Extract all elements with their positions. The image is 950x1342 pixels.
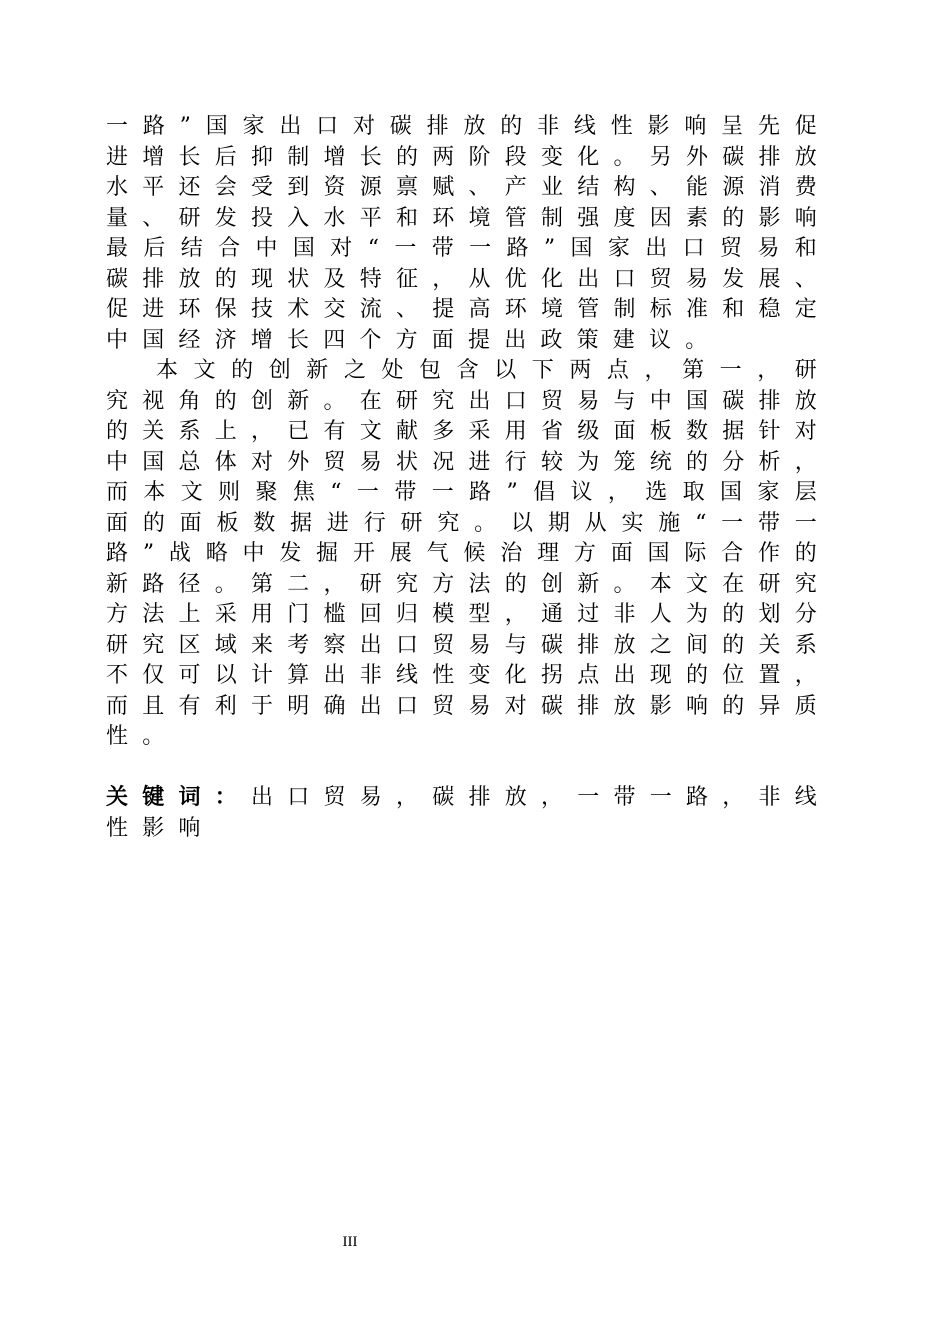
keywords-text: 出口贸易，碳排放，一带一路，非线性影响 xyxy=(106,785,831,841)
keywords-label: 关键词： xyxy=(106,784,252,810)
abstract-paragraph-continuation: 一路”国家出口对碳排放的非线性影响呈先促进增长后抑制增长的两阶段变化。另外碳排放水平还会受到资源禀赋、产业结构、能源消费量、研发投入水平和环境管制强度因素的影响最后结合中国对“一带一路”国家出口贸易和碳排放的现状及特征，从优化出口贸易发展、促进环保技术交流、提高环境管制标准和稳定中国经济增长四个方面提出政策建议。 xyxy=(106,114,831,353)
page-number: III xyxy=(342,1234,358,1250)
abstract-body xyxy=(106,112,831,753)
abstract-paragraph-innovation: 本文的创新之处包含以下两点，第一，研究视角的创新。在研究出口贸易与中国碳排放的关系上，已有文献多采用省级面板数据针对中国总体对外贸易状况进行较为笼统的分析，而本文则聚焦“一带一路”倡议，选取国家层面的面板数据进行研究。以期从实施“一带一路”战略中发掘开展气候治理方面国际合作的新路径。第二，研究方法的创新。本文在研究方法上采用门槛回归模型，通过非人为的划分研究区域来考察出口贸易与碳排放之间的关系不仅可以计算出非线性变化拐点出现的位置，而且有利于明确出口贸易对碳排放影响的异质性。 xyxy=(106,358,831,749)
keywords-line xyxy=(106,782,831,844)
